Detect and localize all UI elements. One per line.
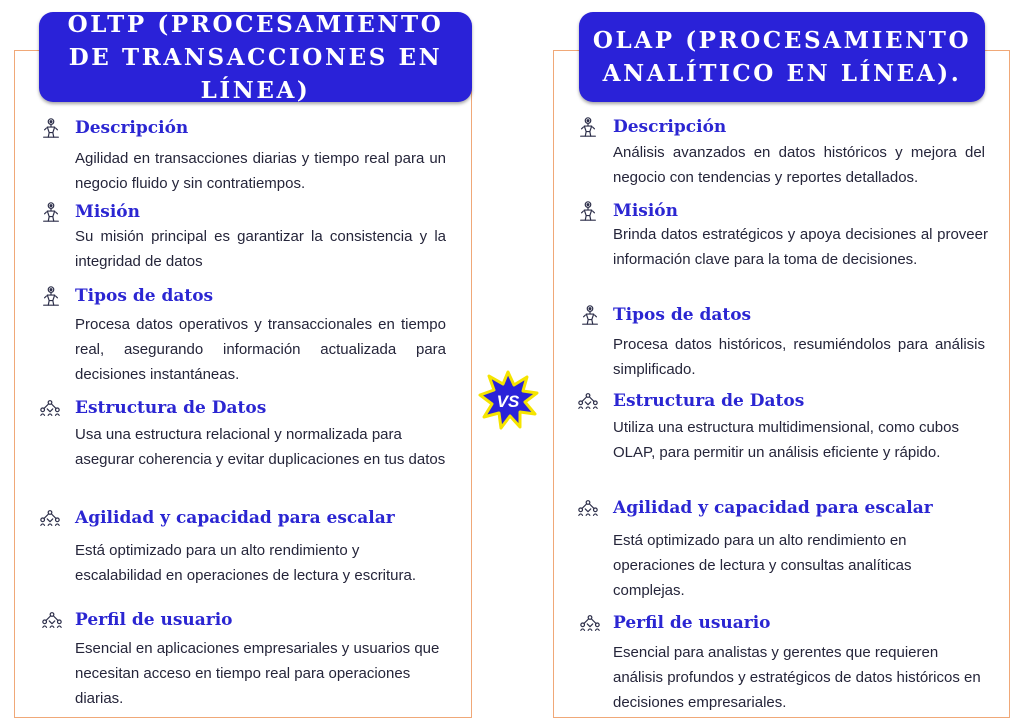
oltp-header xyxy=(39,12,472,102)
network-people-icon xyxy=(579,612,601,634)
section-title: Estructura de Datos xyxy=(613,391,805,411)
section-title: Tipos de datos xyxy=(613,305,752,325)
olap-header xyxy=(579,12,985,102)
network-people-icon xyxy=(41,609,63,631)
network-people-icon xyxy=(39,397,61,419)
pin-person-icon xyxy=(577,200,599,222)
vs-badge xyxy=(477,370,539,430)
section-title: Perfil de usuario xyxy=(613,613,771,633)
section-title: Agilidad y capacidad para escalar xyxy=(75,508,395,528)
section-title: Perfil de usuario xyxy=(75,610,233,630)
network-people-icon xyxy=(577,390,599,412)
section-title: Descripción xyxy=(613,117,727,137)
network-people-icon xyxy=(577,497,599,519)
pin-person-icon xyxy=(577,116,599,138)
network-people-icon xyxy=(39,507,61,529)
section-title: Tipos de datos xyxy=(75,286,214,306)
pin-person-icon xyxy=(40,201,62,223)
section-body: Su misión principal es garantizar la consistencia y la integridad de datos xyxy=(75,228,446,270)
section-body: Usa una estructura relacional y normalizada para asegurar coherencia y evitar duplicaciones en tus datos xyxy=(75,426,446,468)
pin-person-icon xyxy=(40,117,62,139)
section-title: Agilidad y capacidad para escalar xyxy=(613,498,933,518)
section-body: Está optimizado para un alto rendimiento en operaciones de lectura y consultas analíticas complejas. xyxy=(613,532,912,599)
section-body: Procesa datos históricos, resumiéndolos para análisis simplificado. xyxy=(613,336,985,378)
olap-title: OLAP (PROCESAMIENTO ANALÍTICO EN LÍNEA). xyxy=(592,27,972,87)
section-body: Procesa datos operativos y transaccionales en tiempo real, asegurando información actualizada para decisiones instantáneas. xyxy=(75,316,446,383)
section-title: Descripción xyxy=(75,118,189,138)
vs-label: VS xyxy=(496,392,520,411)
section-body: Utiliza una estructura multidimensional, como cubos OLAP, para permitir un análisis eficiente y rápido. xyxy=(613,419,959,461)
pin-person-icon xyxy=(579,304,601,326)
section-title: Misión xyxy=(75,202,141,222)
section-body: Agilidad en transacciones diarias y tiempo real para un negocio fluido y sin contratiempos. xyxy=(75,150,446,192)
oltp-title: OLTP (PROCESAMIENTO DE TRANSACCIONES EN LÍNEA) xyxy=(67,10,444,104)
section-title: Misión xyxy=(613,201,679,221)
section-body: Brinda datos estratégicos y apoya decisiones al proveer información clave para la toma de decisiones. xyxy=(613,226,988,268)
section-body: Esencial en aplicaciones empresariales y usuarios que necesitan acceso en tiempo real para operaciones diarias. xyxy=(75,640,440,707)
pin-person-icon xyxy=(40,285,62,307)
section-body: Esencial para analistas y gerentes que requieren análisis profundos y estratégicos de datos históricos en decisiones empresariales. xyxy=(613,644,981,711)
section-body: Está optimizado para un alto rendimiento y escalabilidad en operaciones de lectura y escritura. xyxy=(75,542,417,584)
section-title: Estructura de Datos xyxy=(75,398,267,418)
section-body: Análisis avanzados en datos históricos y mejora del negocio con tendencias y reportes detallados. xyxy=(613,144,985,186)
